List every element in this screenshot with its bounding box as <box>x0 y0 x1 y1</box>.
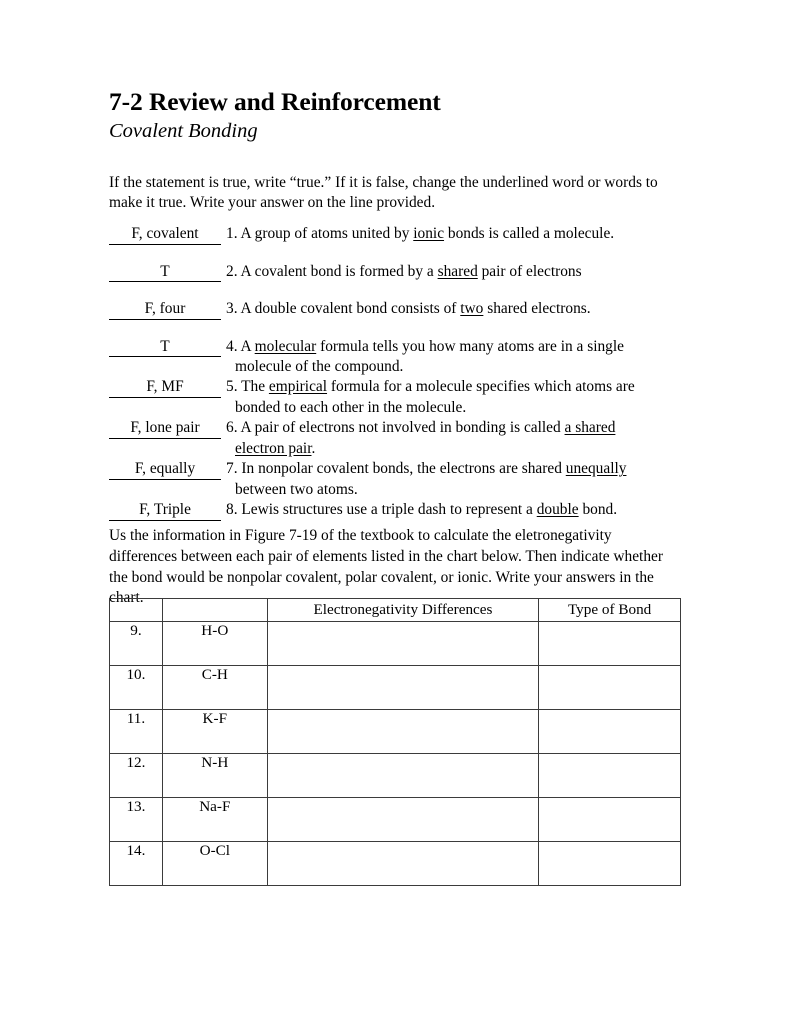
underlined-term: shared <box>437 262 478 280</box>
statement-post: formula for a molecule specifies which atoms are <box>327 378 635 396</box>
statement-continuation-4: molecule of the compound. <box>235 358 404 375</box>
statement-number: 8. <box>226 501 238 519</box>
statement-text-4 <box>221 337 689 357</box>
statement-pre: A group of atoms united by <box>237 225 414 242</box>
header-pair <box>162 599 267 622</box>
answer-blank-4[interactable]: T <box>109 337 221 358</box>
table-row <box>110 754 681 798</box>
statement-number: 7. <box>226 460 238 478</box>
answer-blank-7[interactable]: F, equally <box>109 459 221 480</box>
statement-text-7 <box>221 459 689 479</box>
answer-blank-3[interactable]: F, four <box>109 299 221 320</box>
statement-item <box>109 262 689 283</box>
page-subtitle: Covalent Bonding <box>109 119 258 142</box>
statement-number: 3. <box>226 300 238 317</box>
answer-blank-6[interactable]: F, lone pair <box>109 418 221 439</box>
statement-pre: The <box>237 378 269 396</box>
row-bond-type-input[interactable] <box>539 842 681 886</box>
row-difference-input[interactable] <box>267 666 539 710</box>
row-number: 11. <box>110 710 163 754</box>
statement-pre: A covalent bond is formed by a <box>237 262 438 280</box>
statement-text-5 <box>221 377 689 397</box>
statement-number: 4. <box>226 337 238 355</box>
table-row <box>110 710 681 754</box>
row-difference-input[interactable] <box>267 798 539 842</box>
underlined-term: molecular <box>254 337 317 355</box>
underlined-term: double <box>536 501 579 519</box>
answer-blank-5[interactable]: F, MF <box>109 377 221 398</box>
header-electronegativity-differences: Electronegativity Differences <box>267 599 539 622</box>
statement-item <box>109 299 689 320</box>
underlined-term: empirical <box>268 378 328 396</box>
statement-post: formula tells you how many atoms are in a single <box>316 337 624 355</box>
statement-post: pair of electrons <box>477 262 582 280</box>
row-element-pair: H-O <box>162 622 267 666</box>
underlined-term: ionic <box>413 225 445 242</box>
statement-pre: Lewis structures use a triple dash to represent a <box>237 501 537 519</box>
row-number: 10. <box>110 666 163 710</box>
row-bond-type-input[interactable] <box>539 622 681 666</box>
statement-item <box>109 377 689 398</box>
statement-number: 2. <box>226 262 238 280</box>
row-difference-input[interactable] <box>267 622 539 666</box>
statement-text-1 <box>221 224 689 244</box>
statement-number: 5. <box>226 378 238 396</box>
table-row <box>110 622 681 666</box>
statement-item <box>109 337 689 358</box>
statement-item <box>109 459 689 480</box>
statement-text-3 <box>221 299 689 319</box>
row-number: 12. <box>110 754 163 798</box>
statement-item <box>109 418 689 439</box>
statement-pre: A double covalent bond consists of <box>237 300 461 317</box>
table-row <box>110 798 681 842</box>
answer-blank-1[interactable]: F, covalent <box>109 224 221 245</box>
statement-number: 1. <box>226 225 238 242</box>
table-header-row <box>110 599 681 622</box>
row-difference-input[interactable] <box>267 842 539 886</box>
statement-text-2 <box>221 262 689 282</box>
header-type-of-bond: Type of Bond <box>539 599 681 622</box>
underlined-term: a shared <box>564 419 616 437</box>
row-bond-type-input[interactable] <box>539 754 681 798</box>
statement-pre: A <box>237 337 255 355</box>
document-header <box>109 88 685 143</box>
statement-text-6 <box>221 418 689 438</box>
row-number: 13. <box>110 798 163 842</box>
electronegativity-chart <box>109 598 681 886</box>
row-difference-input[interactable] <box>267 710 539 754</box>
statement-continuation-6 <box>109 439 689 459</box>
row-element-pair: Na-F <box>162 798 267 842</box>
true-false-statements-list <box>109 224 689 521</box>
answer-blank-2[interactable]: T <box>109 262 221 283</box>
page-title: 7-2 Review and Reinforcement <box>109 87 441 116</box>
table-row <box>110 666 681 710</box>
table-row <box>110 842 681 886</box>
row-bond-type-input[interactable] <box>539 666 681 710</box>
statement-item <box>109 500 689 521</box>
row-number: 14. <box>110 842 163 886</box>
answer-blank-8[interactable]: F, Triple <box>109 500 221 521</box>
statement-post: bonds is called a molecule. <box>444 225 615 242</box>
row-element-pair: N-H <box>162 754 267 798</box>
chart-instructions-paragraph: Us the information in Figure 7-19 of the textbook to calculate the eletronegativity differences between each pair of elements listed in the chart below. Then indicate whether the bond would be nonpolar covalent, polar covalent, or ionic. Write your answers in the chart. <box>109 527 663 607</box>
row-bond-type-input[interactable] <box>539 710 681 754</box>
row-element-pair: K-F <box>162 710 267 754</box>
statement-pre: A pair of electrons not involved in bonding is called <box>237 419 565 437</box>
continuation-post: . <box>311 439 316 457</box>
statement-post: shared electrons. <box>483 300 591 317</box>
header-number <box>110 599 163 622</box>
statement-number: 6. <box>226 419 238 437</box>
row-bond-type-input[interactable] <box>539 798 681 842</box>
statement-continuation-7: between two atoms. <box>235 480 358 498</box>
statement-post: bond. <box>578 501 618 519</box>
underlined-term-continued: electron pair <box>235 439 312 457</box>
statement-item <box>109 224 689 245</box>
underlined-term: unequally <box>565 460 627 478</box>
statement-text-8 <box>221 500 689 520</box>
underlined-term: two <box>460 300 484 317</box>
row-element-pair: O-Cl <box>162 842 267 886</box>
statement-pre: In nonpolar covalent bonds, the electrons are shared <box>237 460 566 478</box>
instructions-paragraph: If the statement is true, write “true.” If it is false, change the underlined word or words to make it true. Write your answer on the line provided. <box>109 174 658 212</box>
statement-continuation-5: bonded to each other in the molecule. <box>235 398 467 416</box>
row-element-pair: C-H <box>162 666 267 710</box>
row-difference-input[interactable] <box>267 754 539 798</box>
row-number: 9. <box>110 622 163 666</box>
